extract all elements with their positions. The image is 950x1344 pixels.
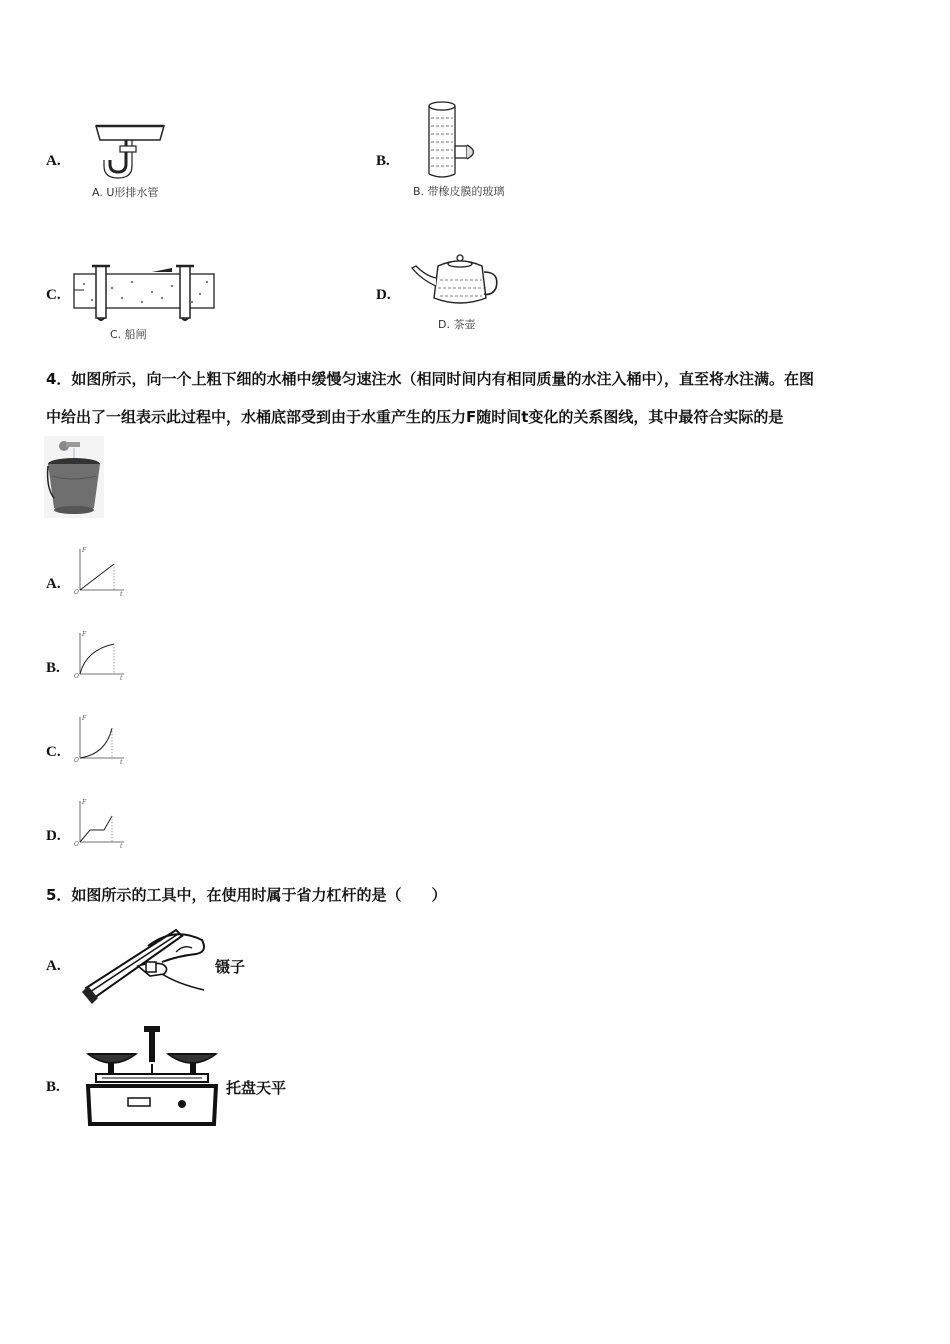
q3-option-a-letter[interactable]: A. <box>46 153 61 169</box>
q4-graph-a-origin: O <box>74 589 79 596</box>
q4-graph-b-x-label: t <box>120 675 123 682</box>
q4-graph-c <box>72 714 128 764</box>
q4-graph-b-curve <box>80 644 114 674</box>
q5-option-b-letter[interactable]: B. <box>46 1079 60 1095</box>
q4-text-line1: 4．如图所示，向一个上粗下细的水桶中缓慢匀速注水（相同时间内有相同质量的水注入桶中），直至将水注满。在图 <box>46 370 814 388</box>
q5-text: 5．如图所示的工具中，在使用时属于省力杠杆的是（ ） <box>46 886 447 904</box>
ship-lock-icon <box>72 258 218 324</box>
q3-option-b-caption: B. 带橡皮膜的玻璃 <box>413 185 505 198</box>
q4-graph-c-x-label: t <box>120 759 123 766</box>
q4-graph-d <box>72 798 128 848</box>
q3-option-c-letter[interactable]: C. <box>46 287 61 303</box>
q4-graph-b-origin: O <box>74 673 79 680</box>
balance-scale-icon <box>82 1024 222 1132</box>
u-drain-pipe-icon <box>92 120 172 188</box>
q4-graph-a-curve <box>80 564 114 590</box>
q3-option-d-letter[interactable]: D. <box>376 287 391 303</box>
q3-option-b-letter[interactable]: B. <box>376 153 390 169</box>
q4-graph-d-x-label: t <box>120 843 123 850</box>
q4-graph-a-y-label: F <box>82 547 87 554</box>
q4-graph-d-y-label: F <box>82 799 87 806</box>
teapot-icon <box>408 252 504 310</box>
q3-option-c-caption: C. 船闸 <box>110 328 147 341</box>
q4-graph-d-curve <box>80 816 112 842</box>
q4-text-line2: 中给出了一组表示此过程中，水桶底部受到由于水重产生的压力F随时间t变化的关系图线，其中最符合实际的是 <box>46 408 784 426</box>
water-bucket-icon <box>44 436 104 518</box>
tweezers-icon <box>78 922 210 1004</box>
q4-option-d-letter[interactable]: D. <box>46 828 61 844</box>
q4-graph-c-origin: O <box>74 757 79 764</box>
q4-option-a-letter[interactable]: A. <box>46 576 61 592</box>
q4-graph-c-y-label: F <box>82 715 87 722</box>
q4-graph-b <box>72 630 128 680</box>
q4-graph-b-y-label: F <box>82 631 87 638</box>
q4-graph-d-origin: O <box>74 841 79 848</box>
q5-option-a-label: 镊子 <box>215 958 246 976</box>
glass-tube-membrane-icon <box>420 100 490 180</box>
q4-graph-a-x-label: t <box>120 591 123 598</box>
q5-option-b-label: 托盘天平 <box>226 1079 287 1097</box>
q5-option-a-letter[interactable]: A. <box>46 958 61 974</box>
q4-option-c-letter[interactable]: C. <box>46 744 61 760</box>
q4-graph-a <box>72 546 128 596</box>
q3-option-a-caption: A. U形排水管 <box>92 186 159 199</box>
q4-option-b-letter[interactable]: B. <box>46 660 60 676</box>
q4-graph-c-curve <box>80 728 112 758</box>
q3-option-d-caption: D. 茶壶 <box>438 318 476 331</box>
